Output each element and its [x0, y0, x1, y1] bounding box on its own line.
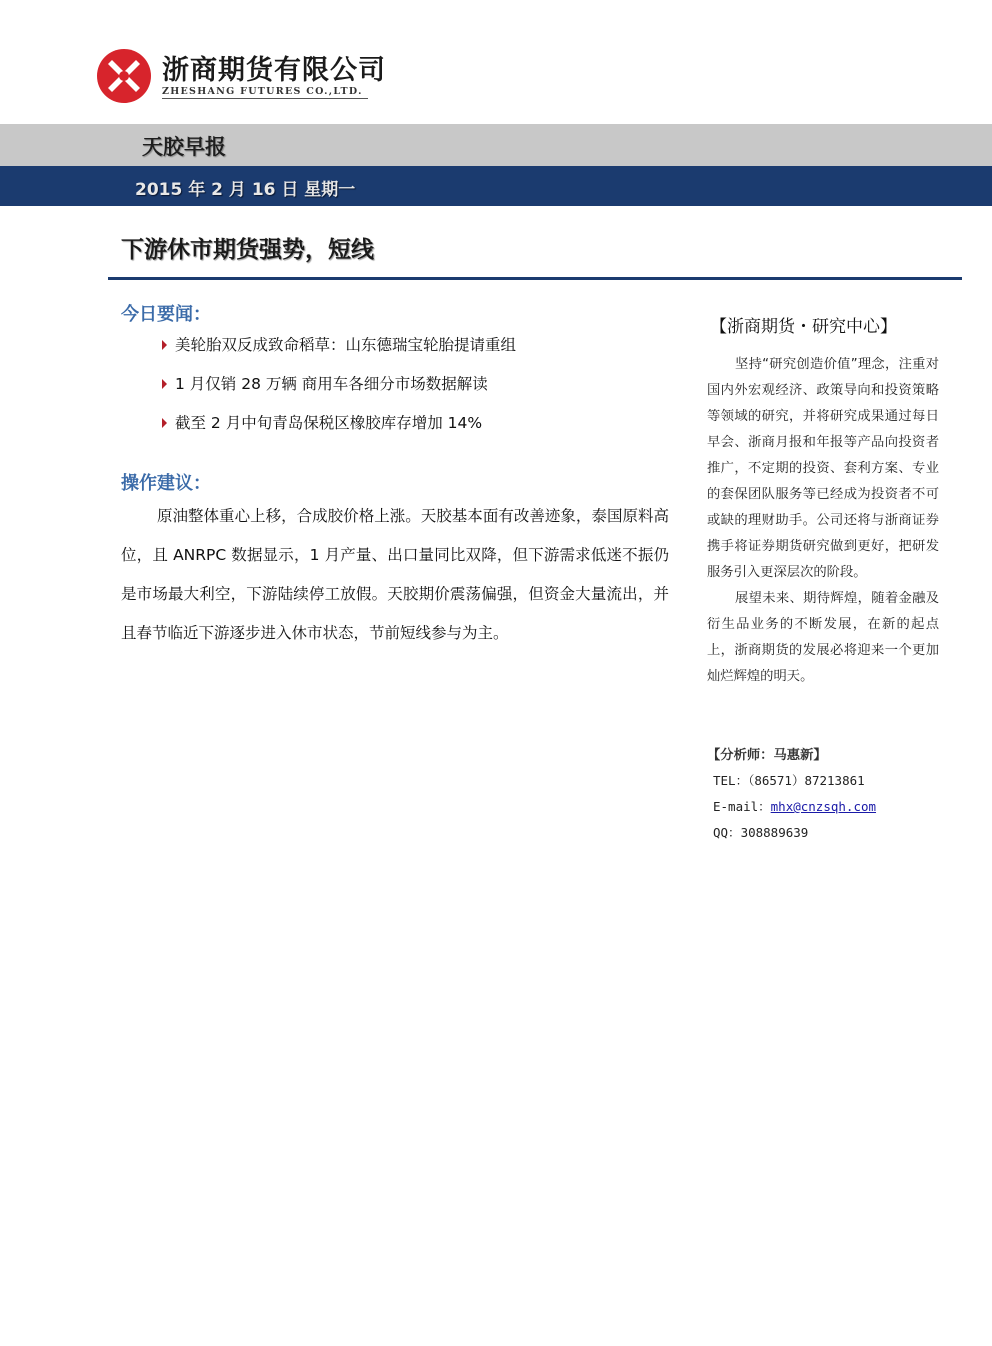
company-name-en: ZHESHANG FUTURES CO.,LTD. [162, 86, 368, 99]
headline: 下游休市期货强势，短线 [121, 237, 374, 263]
news-item [162, 411, 516, 450]
company-logo-icon [96, 48, 152, 104]
news-item [162, 333, 516, 372]
email-label: E-mail： [713, 799, 771, 814]
advice-heading: 操作建议： [121, 473, 211, 494]
tel-label: TEL： [713, 773, 749, 788]
headline-divider [108, 277, 962, 280]
email-link[interactable]: mhx@cnzsqh.com [770, 799, 877, 814]
date-band [0, 166, 992, 206]
news-list [162, 333, 516, 450]
news-item [162, 372, 516, 411]
analyst-email [707, 796, 939, 822]
sidebar-paragraph: 展望未来、期待辉煌，随着金融及衍生品业务的不断发展，在新的起点上，浙商期货的发展必将迎来一个更加灿烂辉煌的明天。 [707, 591, 939, 684]
qq-value: 308889639 [740, 825, 809, 840]
analyst-tel [707, 770, 939, 796]
report-type-band [0, 124, 992, 166]
bullet-arrow-icon [162, 379, 167, 389]
bullet-arrow-icon [162, 418, 167, 428]
report-date: 2015 年 2 月 16 日 星期一 [135, 180, 356, 200]
news-item-text: 1 月仅销 28 万辆 商用车各细分市场数据解读 [175, 375, 488, 393]
qq-label: QQ： [713, 825, 741, 840]
analyst-contact [707, 744, 939, 848]
bullet-arrow-icon [162, 340, 167, 350]
company-name-cn: 浙商期货有限公司 [162, 55, 386, 86]
company-logo [96, 46, 386, 106]
news-item-text: 美轮胎双反成致命稻草：山东德瑞宝轮胎提请重组 [175, 336, 517, 354]
news-heading: 今日要闻： [121, 304, 211, 325]
sidebar-paragraph: 坚持“研究创造价值”理念，注重对国内外宏观经济、政策导向和投资策略等领域的研究，并将研究成果通过每日早会、浙商月报和年报等产品向投资者推广，不定期的投资、套利方案、专业的套保团队服务等已经成为投资者不可或缺的理财助手。公司还将与浙商证券携手将证券期货研究做到更好，把研发服务引入更深层次的阶段。 [707, 357, 939, 580]
analyst-title: 【分析师：马惠新】 [707, 748, 827, 763]
research-center-sidebar [707, 312, 939, 690]
analyst-qq [707, 822, 939, 848]
sidebar-title: 【浙商期货・研究中心】 [710, 317, 897, 337]
news-item-text: 截至 2 月中旬青岛保税区橡胶库存增加 14% [175, 414, 483, 432]
tel-value: （86571）87213861 [748, 773, 865, 788]
report-type: 天胶早报 [142, 135, 226, 159]
advice-paragraph: 原油整体重心上移，合成胶价格上涨。天胶基本面有改善迹象，泰国原料高位，且 ANRPC 数据显示，1 月产量、出口量同比双降，但下游需求低迷不振仍是市场最大利空，下游陆续停工放假。天胶期价震荡偏强，但资金大量流出，并且春节临近下游逐步进入休市状态，节前短线参与为主。 [121, 507, 669, 642]
